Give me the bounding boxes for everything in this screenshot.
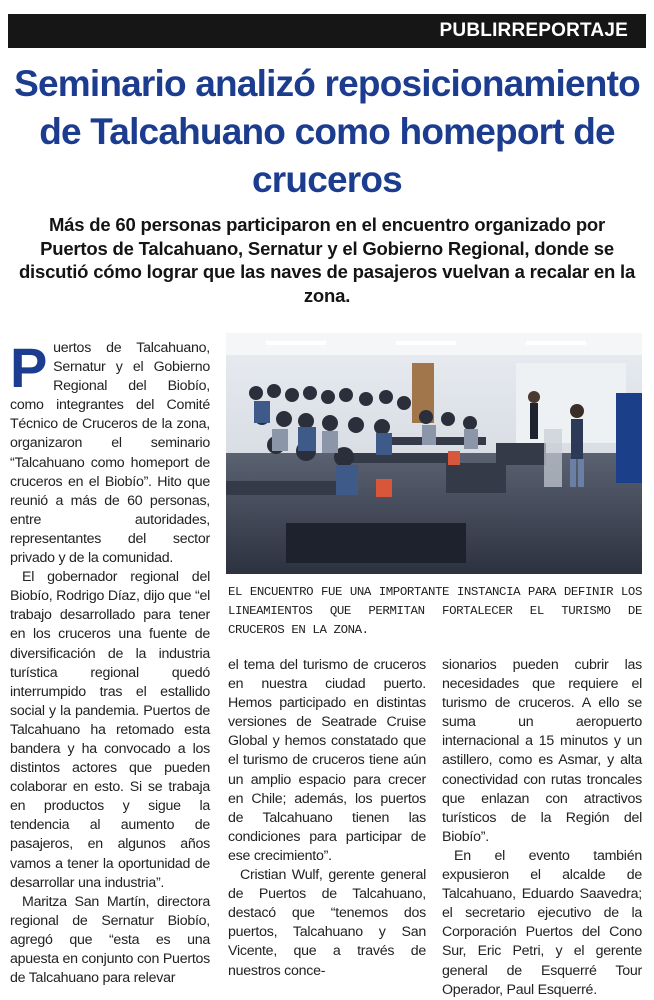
body-column-3 <box>442 656 642 1000</box>
body-paragraph: Cristian Wulf, gerente general de Puertos de Talcahuano, destacó que “tenemos dos puertos, Talcahuano y San Vicente, que a través de nuestros conce- <box>228 867 426 979</box>
body-paragraph: Maritza San Martín, directora regional de Sernatur Biobío, agregó que “esta es una apuesta en conjunto con Puertos de Talcahuano para relevar <box>10 893 210 987</box>
body-column-1 <box>10 336 210 988</box>
deck: Más de 60 personas participaron en el encuentro organizado por Puertos de Talcahuano, Sernatur y el Gobierno Regional, donde se discutió cómo lograr que las naves de pasajeros vuelvan a recalar en la zona. <box>18 214 636 306</box>
photo-caption: EL ENCUENTRO FUE UNA IMPORTANTE INSTANCIA PARA DEFINIR LOS LINEAMIENTOS QUE PERMITAN FORTALECER EL TURISMO DE CRUCEROS EN LA ZONA. <box>228 585 642 637</box>
body-paragraph <box>10 336 210 568</box>
seminar-photo <box>226 333 642 574</box>
headline: Seminario analizó reposicionamiento de Talcahuano como homeport de cruceros <box>14 63 640 200</box>
section-tag: PUBLIRREPORTAJE <box>424 14 646 48</box>
body-paragraph: El gobernador regional del Biobío, Rodrigo Díaz, dijo que “el trabajo desarrollado para tener en los cruceros una fuente de diversificación de la industria turística regional quedó interrumpido tras el estallido social y la pandemia. Puertos de Talcahuano ha retomado esta bandera y ha convocado a los distintos actores que pueden colaborar en esto. Si se trabaja en productos y sigue la tendencia al aumento de pasajeros, en algunos años vamos a tener la oportunidad de desarrollar una industria”. <box>10 569 210 891</box>
body-paragraph: En el evento también expusieron el alcalde de Talcahuano, Eduardo Saavedra; el secretario ejecutivo de la Corporación Puertos del Cono Sur, Eric Petri, y el gerente general de Esquerré Tour Operador, Paul Esquerré. <box>442 847 642 998</box>
body-column-2 <box>228 656 426 981</box>
body-paragraph-text: uertos de Talcahuano, Sernatur y el Gobierno Regional del Biobío, como integrantes del Comité Técnico de Cruceros de la zona, organizaron el seminario “Talcahuano como homeport de cruceros en el Biobío”. Hito que reunió a más de 60 personas, entre autoridades, representantes del sector privado y de la comunidad. <box>10 340 210 567</box>
body-paragraph: el tema del turismo de cruceros en nuestra ciudad puerto. Hemos participado en distintas versiones de Seatrade Cruise Global y hemos constatado que el turismo de cruceros tiene aún un amplio espacio para crecer en Chile; además, los puertos de Talcahuano tienen las condiciones para participar de ese crecimiento”. <box>228 657 426 864</box>
seminar-photo-illustration <box>226 333 642 574</box>
drop-cap: P <box>10 336 48 399</box>
body-paragraph: sionarios pueden cubrir las necesidades que requiere el turismo de cruceros. A ello se suma un aeropuerto internacional a 15 minutos y un astillero, como es Asmar, y alta conectividad con rutas troncales que enlazan con atractivos turísticos de la Región del Biobío”. <box>442 657 642 845</box>
